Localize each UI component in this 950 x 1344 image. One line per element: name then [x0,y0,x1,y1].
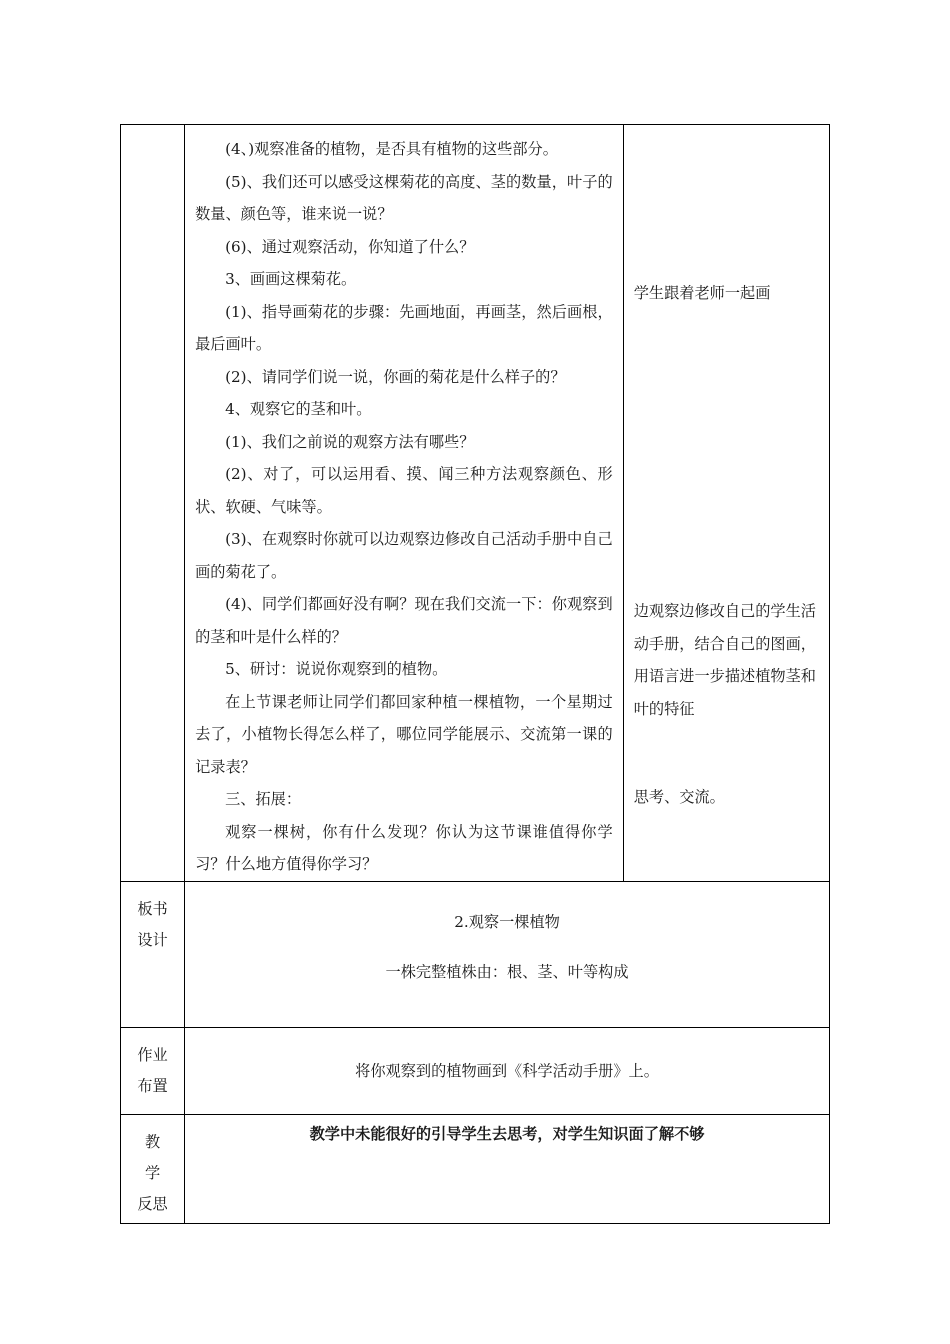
board-label: 设计 [137,930,168,949]
reflection-label: 学 [144,1163,161,1182]
board-title: 2.观察一棵植物 [454,912,560,931]
activity-note: 思考、交流。 [633,788,725,806]
step-line: (3)、在观察时你就可以边观察边修改自己活动手册中自己画的菊花了。 [195,530,613,581]
step-line: 4、观察它的茎和叶。 [225,400,372,418]
reflection-label: 教 [144,1132,161,1151]
teaching-steps-cell [185,125,624,882]
reflection-row [121,1114,830,1223]
homework-label: 布置 [137,1076,168,1095]
reflection-label: 反思 [137,1194,168,1213]
board-text: 一株完整植株由：根、茎、叶等构成 [385,962,629,981]
homework-label-cell [121,1027,185,1114]
step-line: (4)、同学们都画好没有啊？现在我们交流一下：你观察到的茎和叶是什么样的？ [195,595,613,646]
board-label-cell [121,881,185,1027]
step-line: (2)、请同学们说一说，你画的菊花是什么样子的？ [225,367,566,386]
step-line: 三、拓展： [225,790,302,808]
teaching-steps [185,125,623,881]
step-line: 5、研讨：说说你观察到的植物。 [225,660,448,678]
reflection-content-cell [185,1114,830,1223]
reflection-text: 教学中未能很好的引导学生去思考，对学生知识面了解不够 [309,1124,705,1143]
homework-row [121,1027,830,1114]
board-label: 板书 [137,899,168,918]
homework-label: 作业 [137,1045,168,1064]
reflection-label-cell [121,1114,185,1223]
homework-content-cell [185,1027,830,1114]
lesson-plan-table [120,124,830,1224]
student-activities [624,125,829,859]
empty-label-cell [121,125,185,882]
board-design-row [121,881,830,1027]
activity-note: 学生跟着老师一起画 [633,284,771,302]
student-activity-cell [623,125,829,882]
step-line: 3、画画这棵菊花。 [225,270,357,288]
step-line: 观察一棵树，你有什么发现？你认为这节课谁值得你学习？什么地方值得你学习？ [195,822,613,873]
step-line: (1)、指导画菊花的步骤：先画地面，再画茎，然后画根，最后画叶。 [195,302,613,353]
teaching-process-row [121,125,830,882]
step-line: (6)、通过观察活动，你知道了什么？ [225,237,475,256]
activity-note: 边观察边修改自己的学生活动手册，结合自己的图画，用语言进一步描述植物茎和叶的特征 [633,602,816,718]
step-line: (4、)观察准备的植物，是否具有植物的这些部分。 [225,140,558,158]
step-line: (1)、我们之前说的观察方法有哪些？ [225,432,475,451]
step-line: (2)、对了，可以运用看、摸、闻三种方法观察颜色、形状、软硬、气味等。 [195,465,613,516]
homework-text: 将你观察到的植物画到《科学活动手册》上。 [355,1061,659,1080]
step-line: (5)、我们还可以感受这棵菊花的高度、茎的数量，叶子的数量、颜色等，谁来说一说？ [195,172,613,223]
board-content-cell [185,881,830,1027]
step-line: 在上节课老师让同学们都回家种植一棵植物，一个星期过去了，小植物长得怎么样了，哪位同学能展示、交流第一课的记录表？ [195,692,613,776]
